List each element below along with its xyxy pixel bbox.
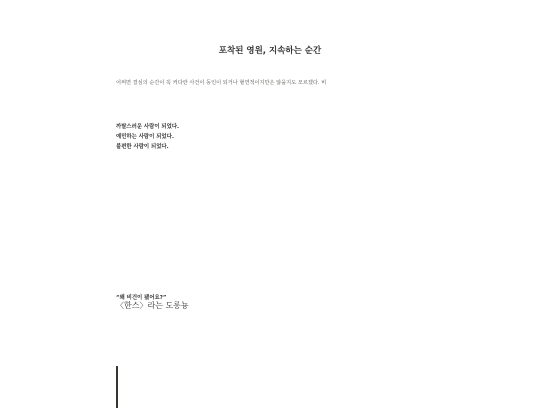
section-heading: 〈한스〉라는 도롱뇽 bbox=[116, 301, 189, 310]
block-quote bbox=[116, 366, 428, 408]
text-line: 어쩌면 결심의 순간이 꼭 커다란 사건이 동인이 되거나 혈연적이지만은 않을지도 모르겠다. 비 bbox=[116, 80, 327, 86]
question-line: “왜 비건이 됐어요?” bbox=[116, 295, 167, 301]
emphasis-list bbox=[116, 122, 428, 153]
emphasis-line: 까탈스러운 사람이 되었다. bbox=[116, 124, 180, 130]
intro-paragraph bbox=[116, 78, 428, 89]
page-title: 포착된 영원, 지속하는 순간 bbox=[218, 46, 322, 56]
emphasis-line: 불편한 사람이 되었다. bbox=[116, 144, 169, 151]
emphasis-line: 예민하는 사람이 되었다. bbox=[116, 134, 174, 141]
